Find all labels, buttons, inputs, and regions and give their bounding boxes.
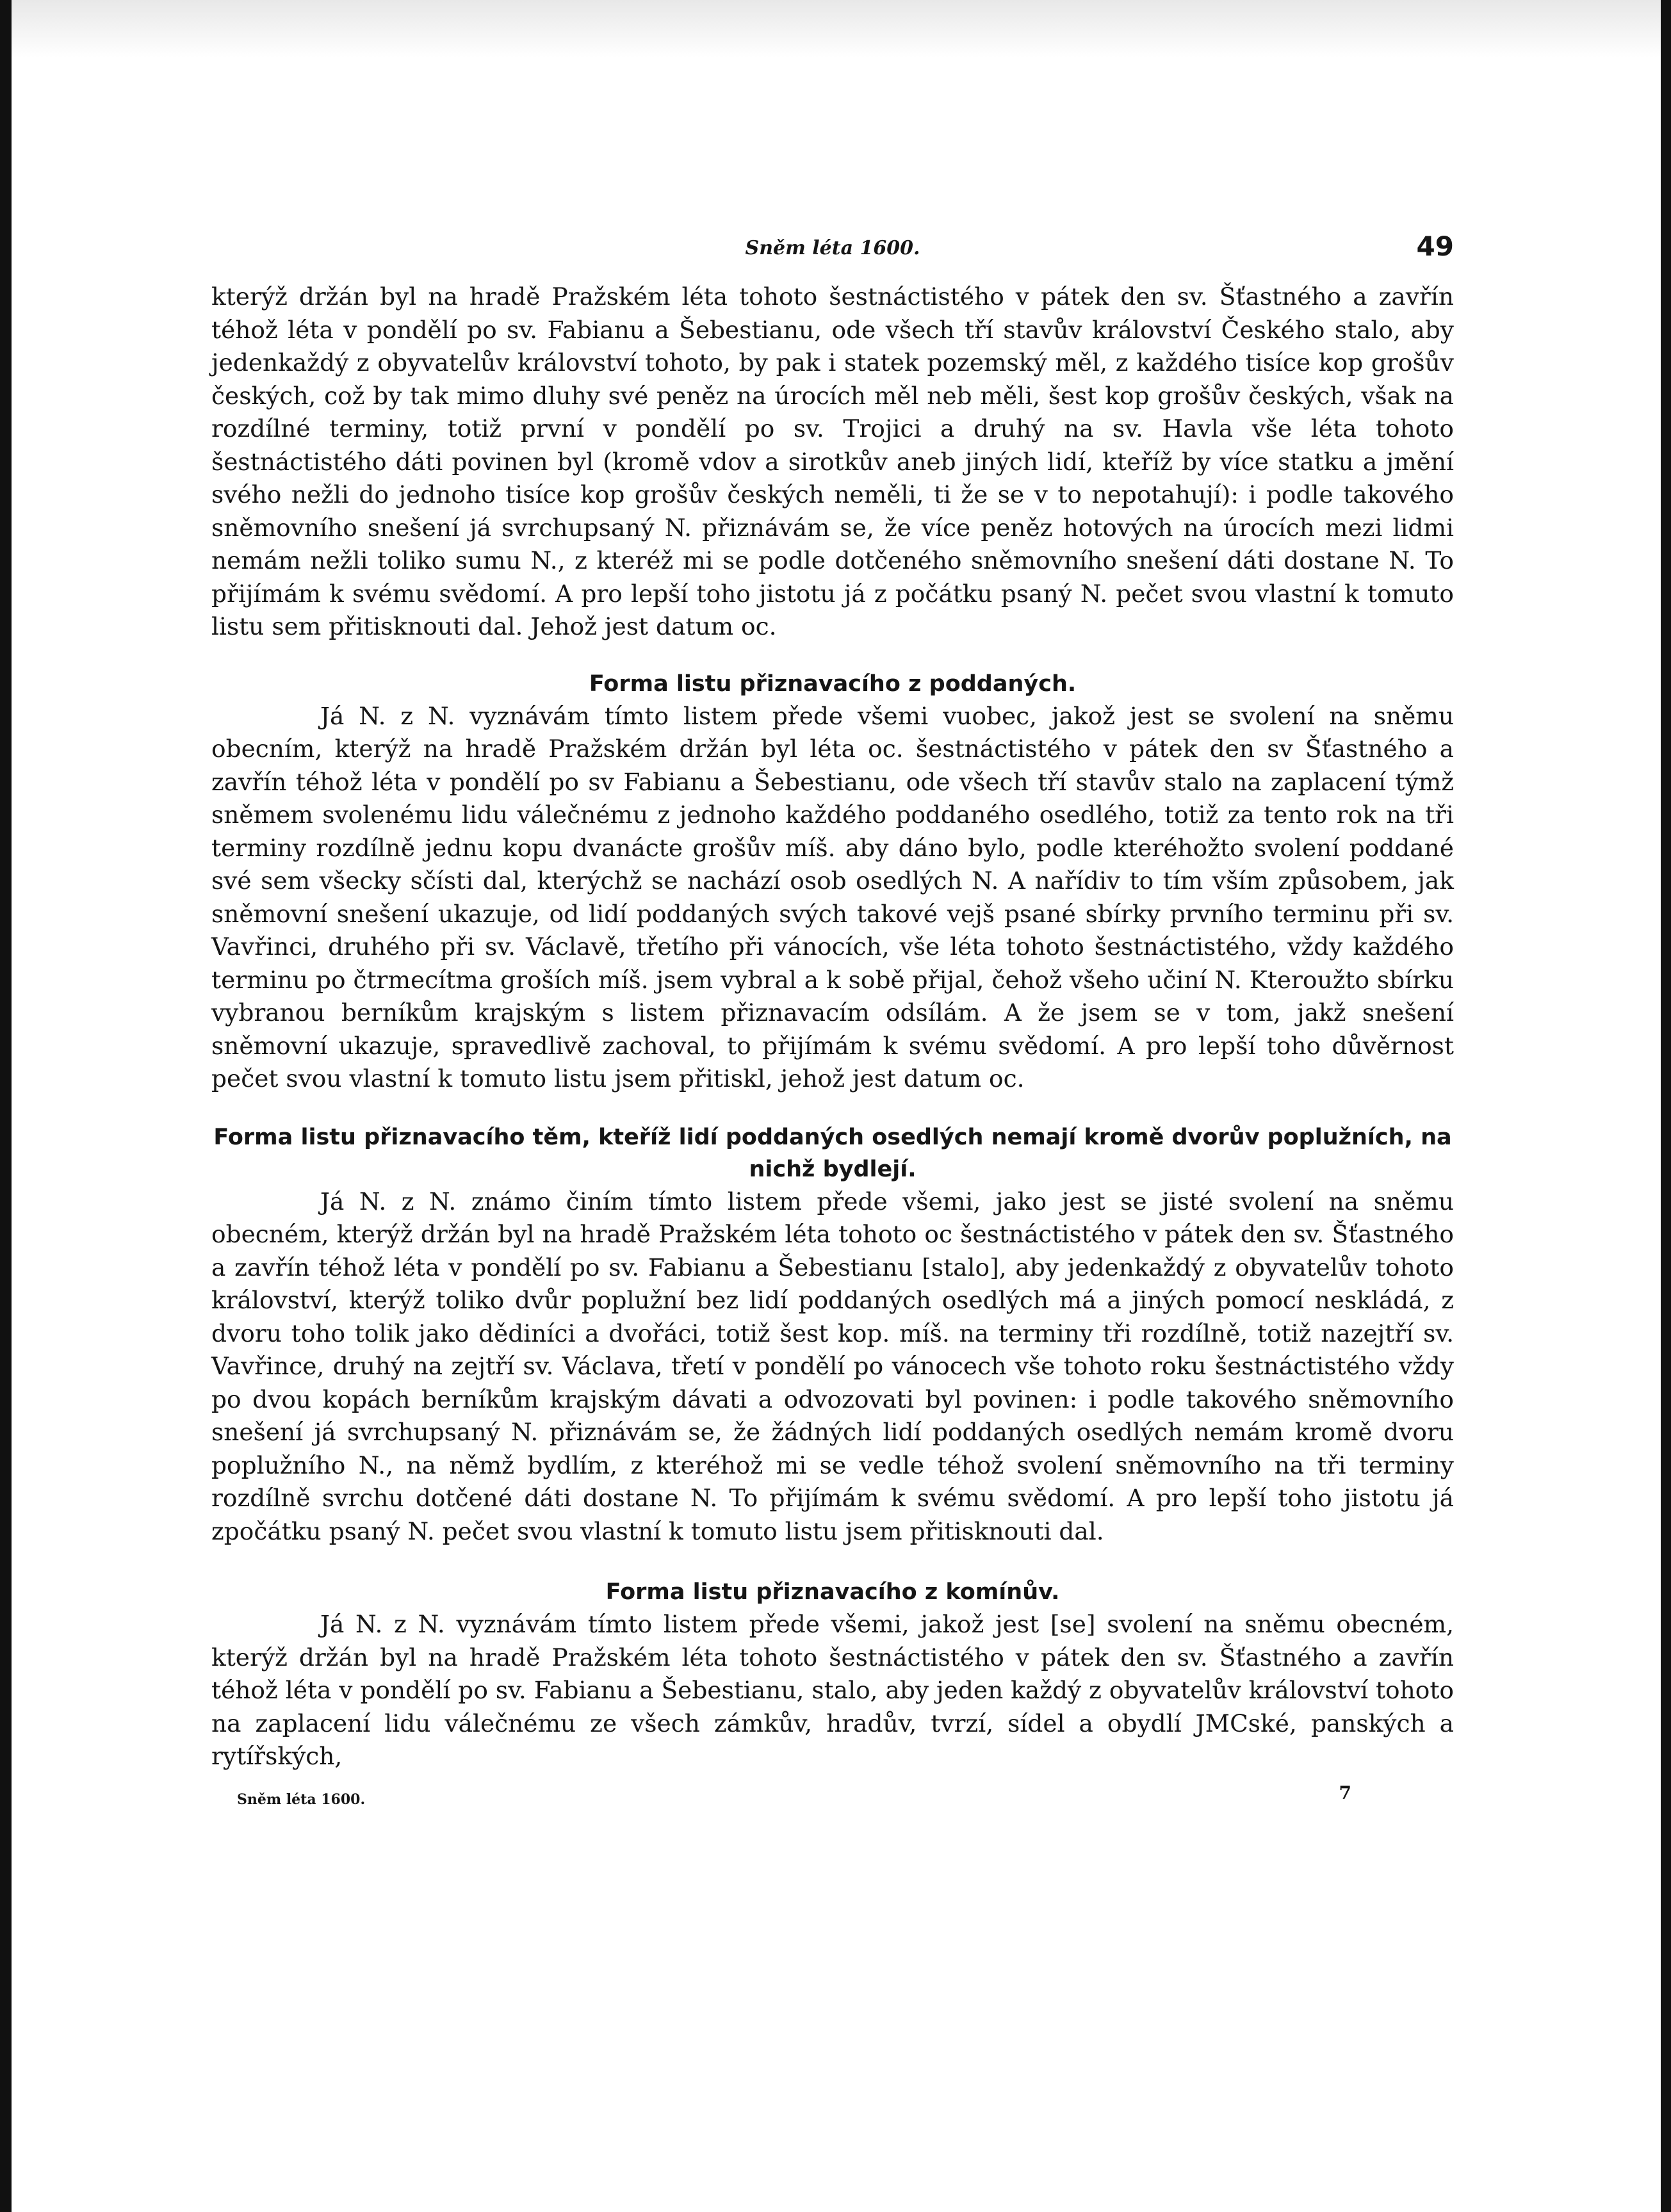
footer-source: Sněm léta 1600.: [237, 1791, 366, 1808]
section-heading-dvory: Forma listu přiznavacího těm, kteříž lidí poddaných osedlých nemají kromě dvorův poplužních, na nichž bydlejí.: [213, 1124, 1452, 1182]
section-heading-poddani: Forma listu přiznavacího z poddaných.: [589, 671, 1077, 697]
running-title: Sněm léta 1600.: [745, 237, 920, 259]
page-number: 49: [1416, 231, 1454, 262]
scan-border-right: [1661, 0, 1671, 2212]
section-body-dvory: Já N. z N. známo činím tímto listem přede všemi, jako jest se jisté svolení na sněmu obecném, kterýž držán byl na hradě Pražském léta tohoto oc šestnáctistého v pátek den sv. Šťastného a zavřín téhož léta v pondělí po sv. Fabianu a Šebestianu [stalo], aby jedenkaždý z obyvatelův tohoto království, kterýž toliko dvůr poplužní bez lidí poddaných osedlých má a jiných pomocí neskládá, z dvoru toho tolik jako dědiníci a dvořáci, totiž šest kop. míš. na terminy tři rozdílně, totiž nazejtří sv. Vavřince, druhý na zejtří sv. Václava, třetí v pondělí po vánocech vše tohoto roku šestnáctistého vždy po dvou kopách berníkům krajským dávati a odvozovati byl povinen: i podle takového sněmovního snešení já svrchupsaný N. přiznávám se, že žádných lidí poddaných osedlých nemám kromě dvoru poplužního N., na němž bydlím, z kteréhož mi se vedle téhož svolení sněmovního na tři terminy rozdílně svrchu dotčené dáti dostane N. To přijímám k svému svědomí. A pro lepší toho jistotu já zpočátku psaný N. pečet svou vlastní k tomuto listu jsem přitisknouti dal.: [211, 1187, 1454, 1545]
running-header: [211, 231, 1454, 269]
section-heading-kominy: Forma listu přiznavacího z komínův.: [605, 1579, 1060, 1605]
signature-mark: 7: [1339, 1782, 1351, 1803]
section-body-poddani: Já N. z N. vyznávám tímto listem přede všemi vuobec, jakož jest se svolení na sněmu obecním, kterýž na hradě Pražském držán byl léta oc. šestnáctistého v pátek den sv Šťastného a zavřín téhož léta v pondělí po sv Fabianu a Šebestianu, ode všech tří stavův stalo na zaplacení týmž sněmem svolenému lidu válečnému z jednoho každého poddaného osedlého, totiž za tento rok na tři terminy rozdílně jednu kopu dvanácte grošův míš. aby dáno bylo, podle kteréhožto svolení poddané své sem všecky sčísti dal, kterýchž se nachází osob osedlých N. A nařídiv to tím vším způsobem, jak sněmovní snešení ukazuje, od lidí poddaných svých takové vejš psané sbírky prvního terminu při sv. Vavřinci, druhého při sv. Václavě, třetího při vánocích, vše léta tohoto šestnáctistého, vždy každého terminu po čtrmecítma groších míš. jsem vybral a k sobě přijal, čehož všeho učiní N. Kteroužto sbírku vybranou berníkům krajským s listem přiznavacím odsílám. A že jsem se v tom, jakž snešení sněmovní ukazuje, spravedlivě zachoval, to přijímám k svému svědomí. A pro lepší toho důvěrnost pečet svou vlastní k tomuto listu jsem přitiskl, jehož jest datum oc.: [211, 701, 1454, 1093]
document-page: [211, 231, 1454, 1808]
page-footer: [211, 1782, 1454, 1808]
opening-paragraph: kterýž držán byl na hradě Pražském léta tohoto šestnáctistého v pátek den sv. Šťastného a zavřín téhož léta v pondělí po sv. Fabianu a Šebestianu, ode všech tří stavův království Českého stalo, aby jedenkaždý z obyvatelův království tohoto, by pak i statek pozemský měl, z každého tisíce kop grošův českých, což by tak mimo dluhy své peněz na úrocích měl neb měli, šest kop grošův českých, však na rozdílné terminy, totiž první v pondělí po sv. Trojici a druhý na sv. Havla vše léta tohoto šestnáctistého dáti povinen byl (kromě vdov a sirotkův aneb jiných lidí, kteříž by více statku a jmění svého nežli do jednoho tisíce kop grošův českých neměli, ti že se v to nepotahují): i podle takového sněmovního snešení já svrchupsaný N. přiznávám se, že více peněz hotových na úrocích mezi lidmi nemám nežli toliko sumu N., z kteréž mi se podle dotčeného sněmovního snešení dáti dostane N. To přijímám k svému svědomí. A pro lepší toho jistotu já z počátku psaný N. pečet svou vlastní k tomuto listu sem přitisknouti dal. Jehož jest datum oc.: [211, 282, 1454, 640]
section-body-kominy: Já N. z N. vyznávám tímto listem přede všemi, jakož jest [se] svolení na sněmu obecném, kterýž držán byl na hradě Pražském léta tohoto šestnáctistého v pátek den sv. Šťastného a zavřín téhož léta v pondělí po sv. Fabianu a Šebestianu, stalo, aby jeden každý z obyvatelův království tohoto na zaplacení lidu válečnému ze všech zámkův, hradův, tvrzí, sídel a obydlí JMCské, panských a rytířských,: [211, 1610, 1454, 1770]
scan-border-left: [0, 0, 12, 2212]
scan-shadow-top: [12, 0, 1661, 58]
